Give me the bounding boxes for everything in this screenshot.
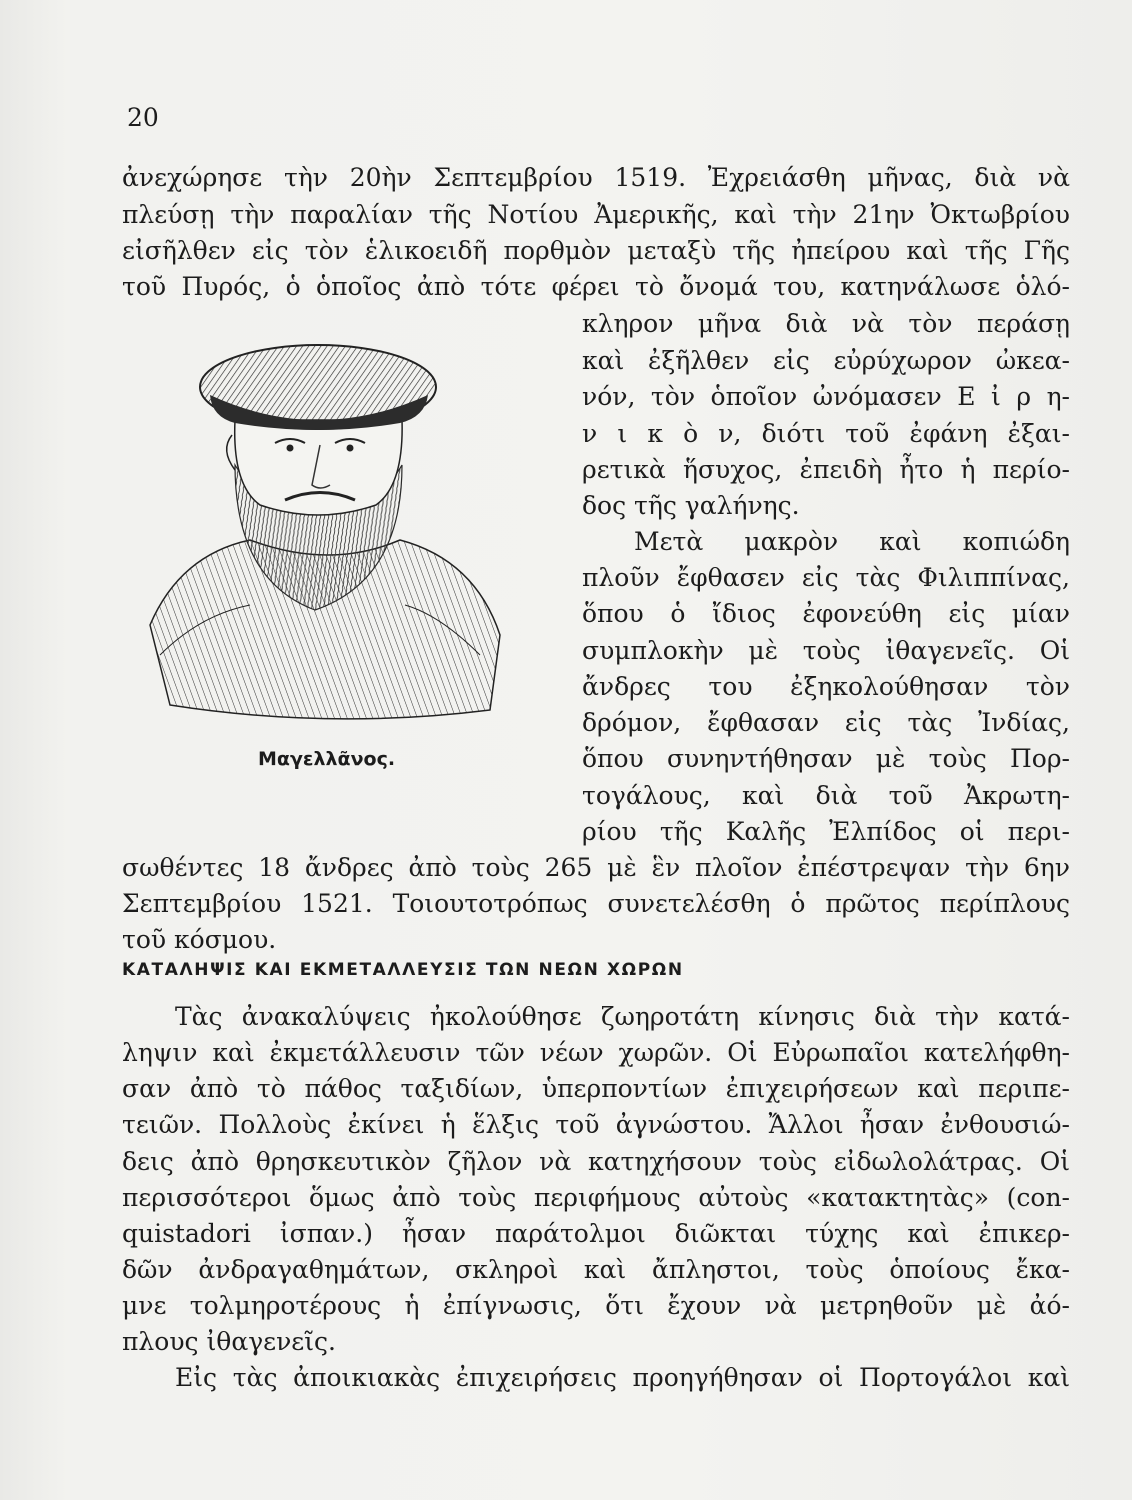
page-number: 20 (127, 103, 159, 132)
text-line: ὅπου συνηντήθησαν μὲ τοὺς Πορ- (582, 744, 1070, 773)
text-line: Σεπτεμβρίου 1521. Τοιουτοτρόπως συνετελέσθη ὁ πρῶτος περίπλους (122, 889, 1070, 918)
portrait-caption: Μαγελλᾶνος. (258, 748, 396, 770)
text-line: ρετικὰ ἥσυχος, ἐπειδὴ ἦτο ἡ περίο- (582, 455, 1070, 484)
magellan-portrait (140, 325, 520, 735)
text-line: σωθέντες 18 ἄνδρες ἀπὸ τοὺς 265 μὲ ἓν πλοῖον ἐπέστρεψαν τὴν 6ην (122, 853, 1070, 882)
text-line: νόν, τὸν ὁποῖον ὠνόμασεν Ε ἰ ρ η- (582, 382, 1070, 411)
text-line: περισσότεροι ὅμως ἀπὸ τοὺς περιφήμους αὐτοὺς «κατακτητὰς» (con- (122, 1183, 1070, 1212)
text-line: δεις ἀπὸ θρησκευτικὸν ζῆλον νὰ κατηχήσουν τοὺς εἰδωλολάτρας. Οἱ (122, 1147, 1070, 1176)
text-line: δῶν ἀνδραγαθημάτων, σκληροὶ καὶ ἄπληστοι, τοὺς ὁποίους ἔκα- (122, 1255, 1070, 1284)
section-heading: ΚΑΤΑΛΗΨΙΣ ΚΑΙ ΕΚΜΕΤΑΛΛΕΥΣΙΣ ΤΩΝ ΝΕΩΝ ΧΩΡΩΝ (122, 960, 684, 980)
text-line: τοῦ κόσμου. (122, 925, 277, 954)
text-line: ν ι κ ὸ ν, διότι τοῦ ἐφάνη ἐξαι- (582, 419, 1070, 448)
text-line: πλους ἰθαγενεῖς. (122, 1327, 337, 1356)
text-line: ληψιν καὶ ἐκμετάλλευσιν τῶν νέων χωρῶν. Οἱ Εὐρωπαῖοι κατελήφθη- (122, 1038, 1070, 1067)
text-line: σαν ἀπὸ τὸ πάθος ταξιδίων, ὑπερποντίων ἐπιχειρήσεων καὶ περιπε- (122, 1074, 1070, 1103)
text-line: εἰσῆλθεν εἰς τὸν ἑλικοειδῆ πορθμὸν μεταξὺ τῆς ἠπείρου καὶ τῆς Γῆς (122, 236, 1070, 265)
text-line: τογάλους, καὶ διὰ τοῦ Ἀκρωτη- (582, 781, 1070, 810)
text-line: Τὰς ἀνακαλύψεις ἠκολούθησε ζωηροτάτη κίνησις διὰ τὴν κατά- (175, 1002, 1070, 1031)
text-line: πλεύσῃ τὴν παραλίαν τῆς Νοτίου Ἀμερικῆς, καὶ τὴν 21ην Ὀκτωβρίου (122, 200, 1070, 229)
text-line: καὶ ἐξῆλθεν εἰς εὐρύχωρον ὠκεα- (582, 346, 1070, 375)
text-line: κληρον μῆνα διὰ νὰ τὸν περάσῃ (582, 309, 1070, 338)
text-line: quistadori ἰσπαν.) ἦσαν παράτολμοι διῶκται τύχης καὶ ἐπικερ- (122, 1219, 1070, 1248)
text-line: ἀνεχώρησε τὴν 20ὴν Σεπτεμβρίου 1519. Ἐχρειάσθη μῆνας, διὰ νὰ (122, 163, 1070, 192)
text-line: μνε τολμηροτέρους ἡ ἐπίγνωσις, ὅτι ἔχουν νὰ μετρηθοῦν μὲ ἀό- (122, 1291, 1070, 1320)
text-line: δος τῆς γαλήνης. (582, 491, 800, 520)
text-line: Εἰς τὰς ἀποικιακὰς ἐπιχειρήσεις προηγήθησαν οἱ Πορτογάλοι καὶ (175, 1363, 1070, 1392)
text-line: τειῶν. Πολλοὺς ἐκίνει ἡ ἕλξις τοῦ ἀγνώστου. Ἄλλοι ἦσαν ἐνθουσιώ- (122, 1110, 1070, 1139)
text-line: ὅπου ὁ ἴδιος ἐφονεύθη εἰς μίαν (582, 599, 1070, 628)
text-line: συμπλοκὴν μὲ τοὺς ἰθαγενεῖς. Οἱ (582, 636, 1070, 665)
text-line: ρίου τῆς Καλῆς Ἐλπίδος οἱ περι- (582, 817, 1070, 846)
text-line: Μετὰ μακρὸν καὶ κοπιώδη (634, 527, 1070, 556)
text-line: ἄνδρες του ἐξηκολούθησαν τὸν (582, 672, 1070, 701)
text-line: πλοῦν ἔφθασεν εἰς τὰς Φιλιππίνας, (582, 563, 1070, 592)
text-line: τοῦ Πυρός, ὁ ὁποῖος ἀπὸ τότε φέρει τὸ ὄνομά του, κατηνάλωσε ὁλό- (122, 272, 1070, 301)
text-line: δρόμον, ἔφθασαν εἰς τὰς Ἰνδίας, (582, 708, 1070, 737)
